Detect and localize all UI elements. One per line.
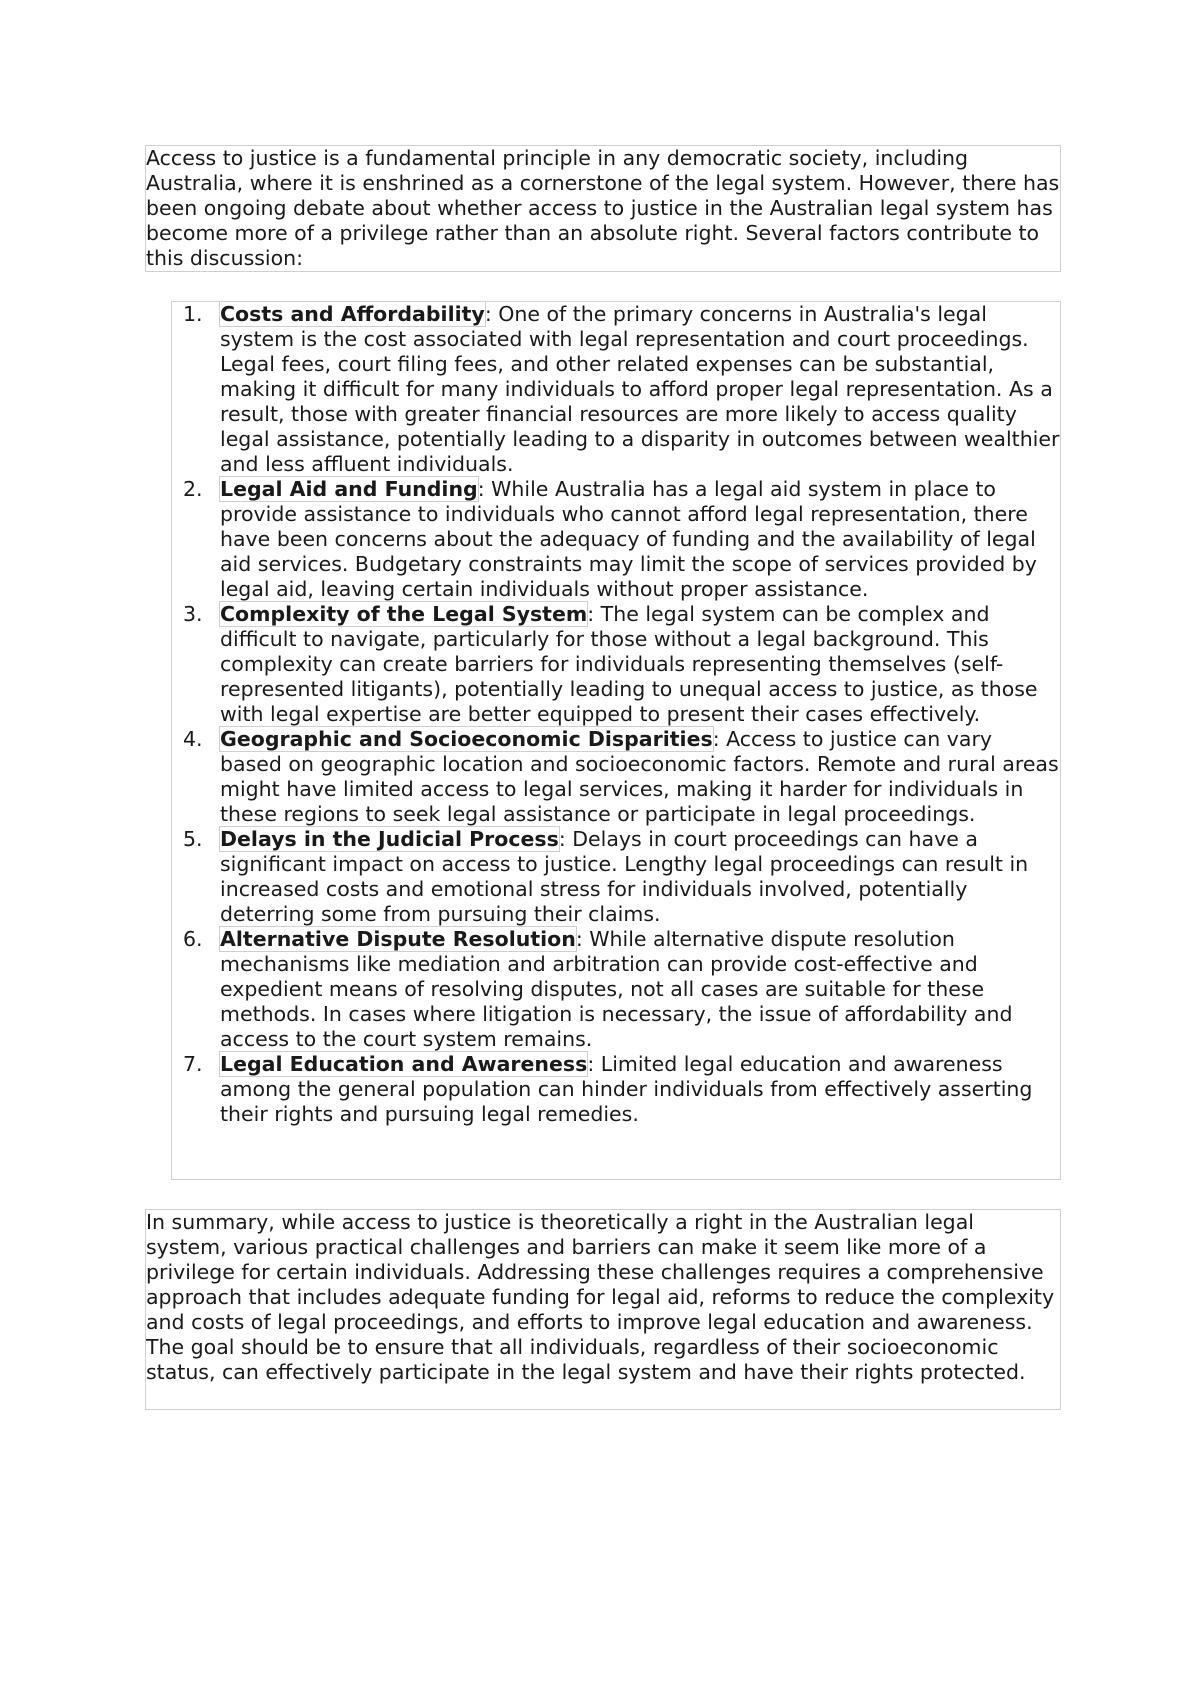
list-item xyxy=(172,827,1060,927)
list-item-term: Delays in the Judicial Process xyxy=(220,827,559,851)
list-item-text: : Access to justice can vary based on geographic location and socioeconomic factors. Remote and rural areas might have limited access to legal services, making it harder for individuals in these regions to seek legal assistance or participate in legal proceedings. xyxy=(220,727,1059,826)
list-item-term: Costs and Affordability xyxy=(220,302,485,326)
list-item-term: Geographic and Socioeconomic Disparities xyxy=(220,727,713,751)
list-item xyxy=(172,602,1060,727)
list-item-text: : While alternative dispute resolution mechanisms like mediation and arbitration can provide cost-effective and expedient means of resolving disputes, not all cases are suitable for these methods. In cases where litigation is necessary, the issue of affordability and access to the court system remains. xyxy=(220,927,1013,1051)
list-item-text: : The legal system can be complex and difficult to navigate, particularly for those without a legal background. This complexity can create barriers for individuals representing themselves (self-represented litigants), potentially leading to unequal access to justice, as those with legal expertise are better equipped to present their cases effectively. xyxy=(220,602,1038,726)
list-item-number: 4. xyxy=(183,727,203,751)
list-item xyxy=(172,927,1060,1052)
list-item xyxy=(172,727,1060,827)
list-item-text: : Delays in court proceedings can have a significant impact on access to justice. Lengthy legal proceedings can result in increased costs and emotional stress for individuals involved, potentially deterring some from pursuing their claims. xyxy=(220,827,1029,926)
list-item-number: 1. xyxy=(183,302,203,326)
factors-list xyxy=(172,302,1060,1127)
list-item-text: : One of the primary concerns in Australia's legal system is the cost associated with legal representation and court proceedings. Legal fees, court filing fees, and other related expenses can be substantial, making it difficult for many individuals to afford proper legal representation. As a result, those with greater financial resources are more likely to access quality legal assistance, potentially leading to a disparity in outcomes between wealthier and less affluent individuals. xyxy=(220,302,1060,476)
summary-paragraph: In summary, while access to justice is theoretically a right in the Australian legal system, various practical challenges and barriers can make it seem like more of a privilege for certain individuals. Addressing these challenges requires a comprehensive approach that includes adequate funding for legal aid, reforms to reduce the complexity and costs of legal proceedings, and efforts to improve legal education and awareness. The goal should be to ensure that all individuals, regardless of their socioeconomic status, can effectively participate in the legal system and have their rights protected. xyxy=(146,1210,1055,1384)
intro-paragraph: Access to justice is a fundamental principle in any democratic society, including Australia, where it is enshrined as a cornerstone of the legal system. However, there has been ongoing debate about whether access to justice in the Australian legal system has become more of a privilege rather than an absolute right. Several factors contribute to this discussion: xyxy=(146,146,1060,270)
list-item-number: 3. xyxy=(183,602,203,626)
list-item-number: 7. xyxy=(183,1052,203,1076)
list-item xyxy=(172,302,1060,477)
list-item-term: Legal Aid and Funding xyxy=(220,477,478,501)
summary-paragraph-box xyxy=(145,1209,1061,1410)
list-item-text: : While Australia has a legal aid system in place to provide assistance to individuals who cannot afford legal representation, there have been concerns about the adequacy of funding and the availability of legal aid services. Budgetary constraints may limit the scope of services provided by legal aid, leaving certain individuals without proper assistance. xyxy=(220,477,1037,601)
list-item-term: Complexity of the Legal System xyxy=(220,602,588,626)
list-item-text: : Limited legal education and awareness among the general population can hinder individuals from effectively asserting their rights and pursuing legal remedies. xyxy=(220,1052,1033,1126)
intro-paragraph-box xyxy=(145,145,1061,272)
list-item-term: Alternative Dispute Resolution xyxy=(220,927,576,951)
list-item-number: 6. xyxy=(183,927,203,951)
list-item xyxy=(172,477,1060,602)
list-item-number: 2. xyxy=(183,477,203,501)
factors-list-box xyxy=(171,301,1061,1180)
list-item xyxy=(172,1052,1060,1127)
list-item-number: 5. xyxy=(183,827,203,851)
list-item-term: Legal Education and Awareness xyxy=(220,1052,588,1076)
